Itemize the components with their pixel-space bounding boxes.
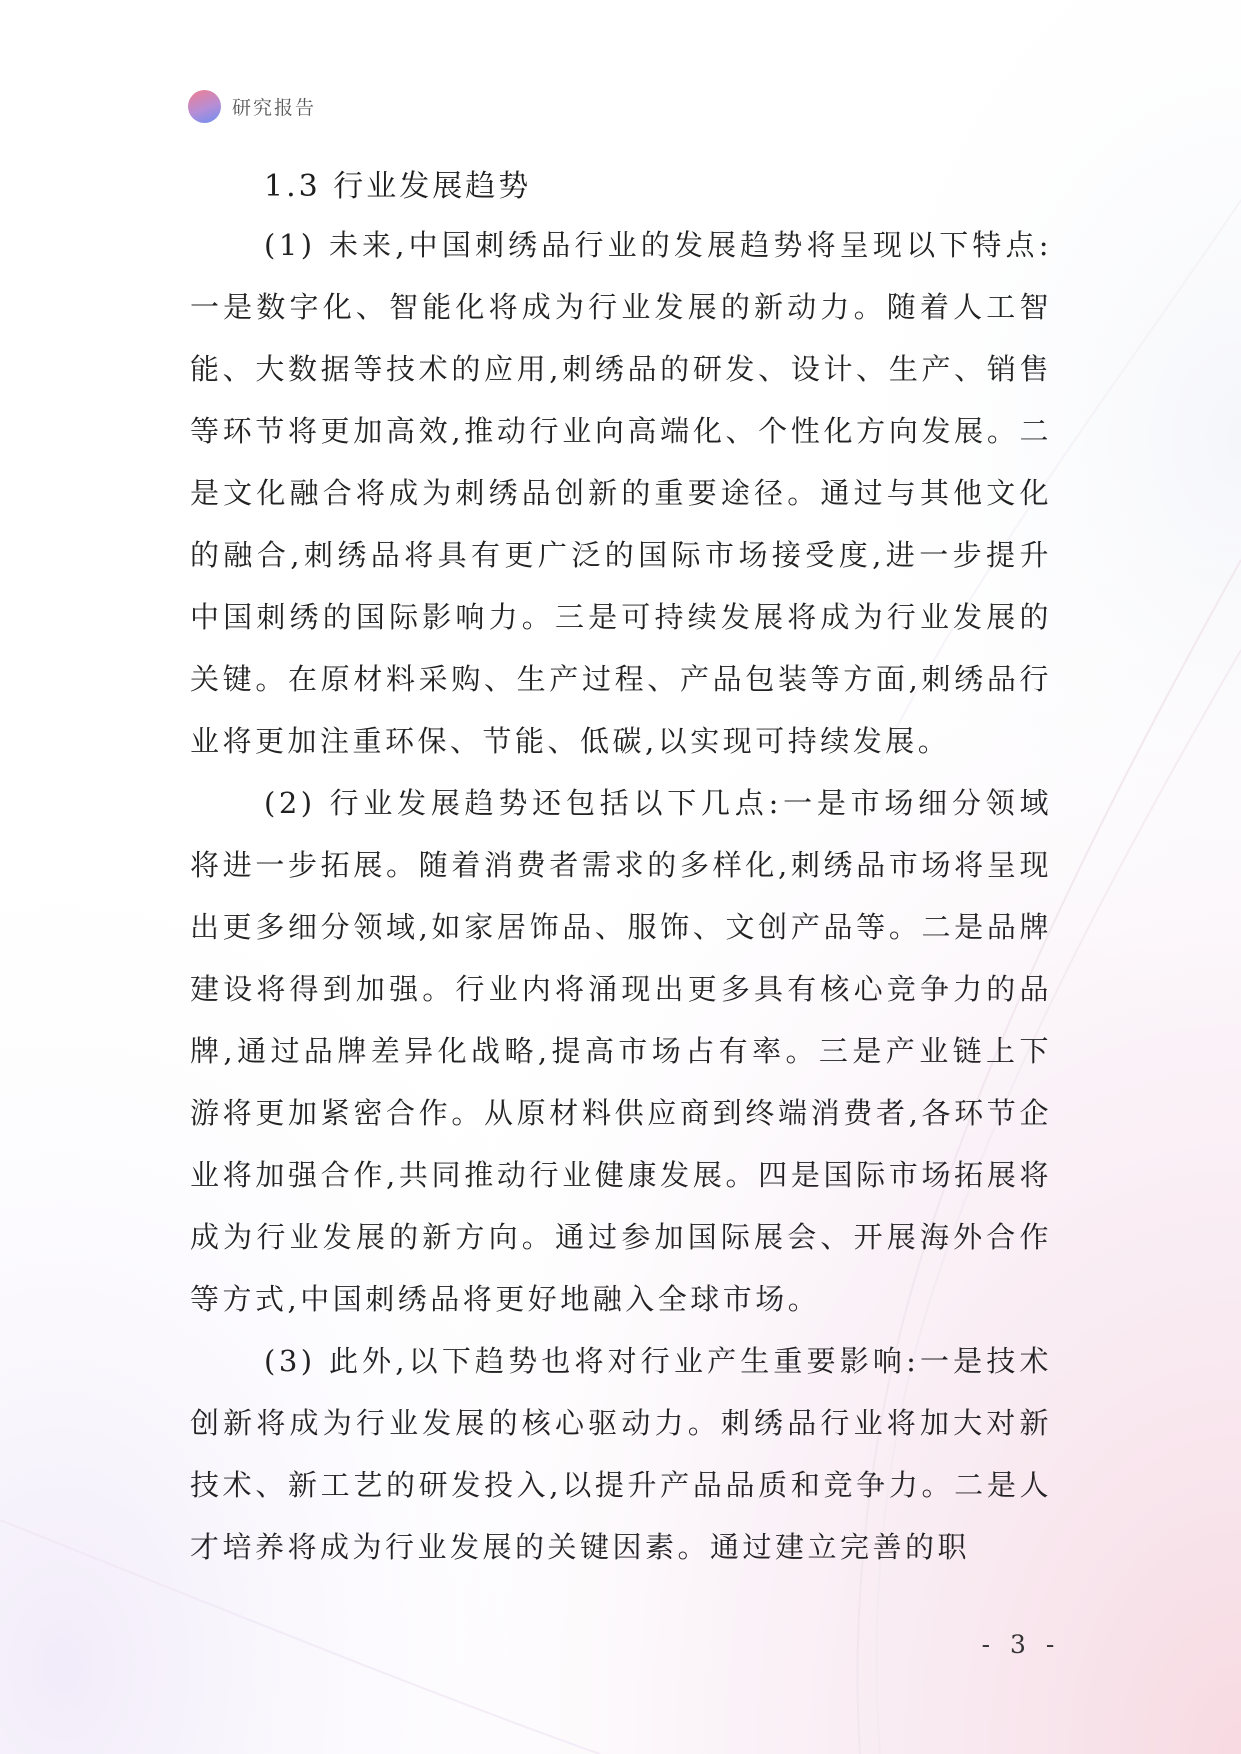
gradient-circle-logo-icon bbox=[188, 90, 221, 123]
document-body bbox=[190, 160, 1052, 1578]
paragraph-3: (3) 此外,以下趋势也将对行业产生重要影响:一是技术创新将成为行业发展的核心驱动力。刺绣品行业将加大对新技术、新工艺的研发投入,以提升产品品质和竞争力。二是人才培养将成为行业发展的关键因素。通过建立完善的职 bbox=[190, 1344, 1052, 1564]
section-title: 1.3 行业发展趋势 bbox=[264, 169, 532, 204]
page-number: - 3 - bbox=[981, 1630, 1061, 1659]
paragraph-1: (1) 未来,中国刺绣品行业的发展趋势将呈现以下特点:一是数字化、智能化将成为行业发展的新动力。随着人工智能、大数据等技术的应用,刺绣品的研发、设计、生产、销售等环节将更加高效,推动行业向高端化、个性化方向发展。二是文化融合将成为刺绣品创新的重要途径。通过与其他文化的融合,刺绣品将具有更广泛的国际市场接受度,进一步提升中国刺绣的国际影响力。三是可持续发展将成为行业发展的关键。在原材料采购、生产过程、产品包装等方面,刺绣品行业将更加注重环保、节能、低碳,以实现可持续发展。 bbox=[190, 228, 1052, 758]
header-title: 研究报告 bbox=[232, 96, 317, 119]
paragraph-2: (2) 行业发展趋势还包括以下几点:一是市场细分领域将进一步拓展。随着消费者需求的多样化,刺绣品市场将呈现出更多细分领域,如家居饰品、服饰、文创产品等。二是品牌建设将得到加强。行业内将涌现出更多具有核心竞争力的品牌,通过品牌差异化战略,提高市场占有率。三是产业链上下游将更加紧密合作。从原材料供应商到终端消费者,各环节企业将加强合作,共同推动行业健康发展。四是国际市场拓展将成为行业发展的新方向。通过参加国际展会、开展海外合作等方式,中国刺绣品将更好地融入全球市场。 bbox=[190, 786, 1052, 1316]
report-header bbox=[188, 88, 316, 124]
